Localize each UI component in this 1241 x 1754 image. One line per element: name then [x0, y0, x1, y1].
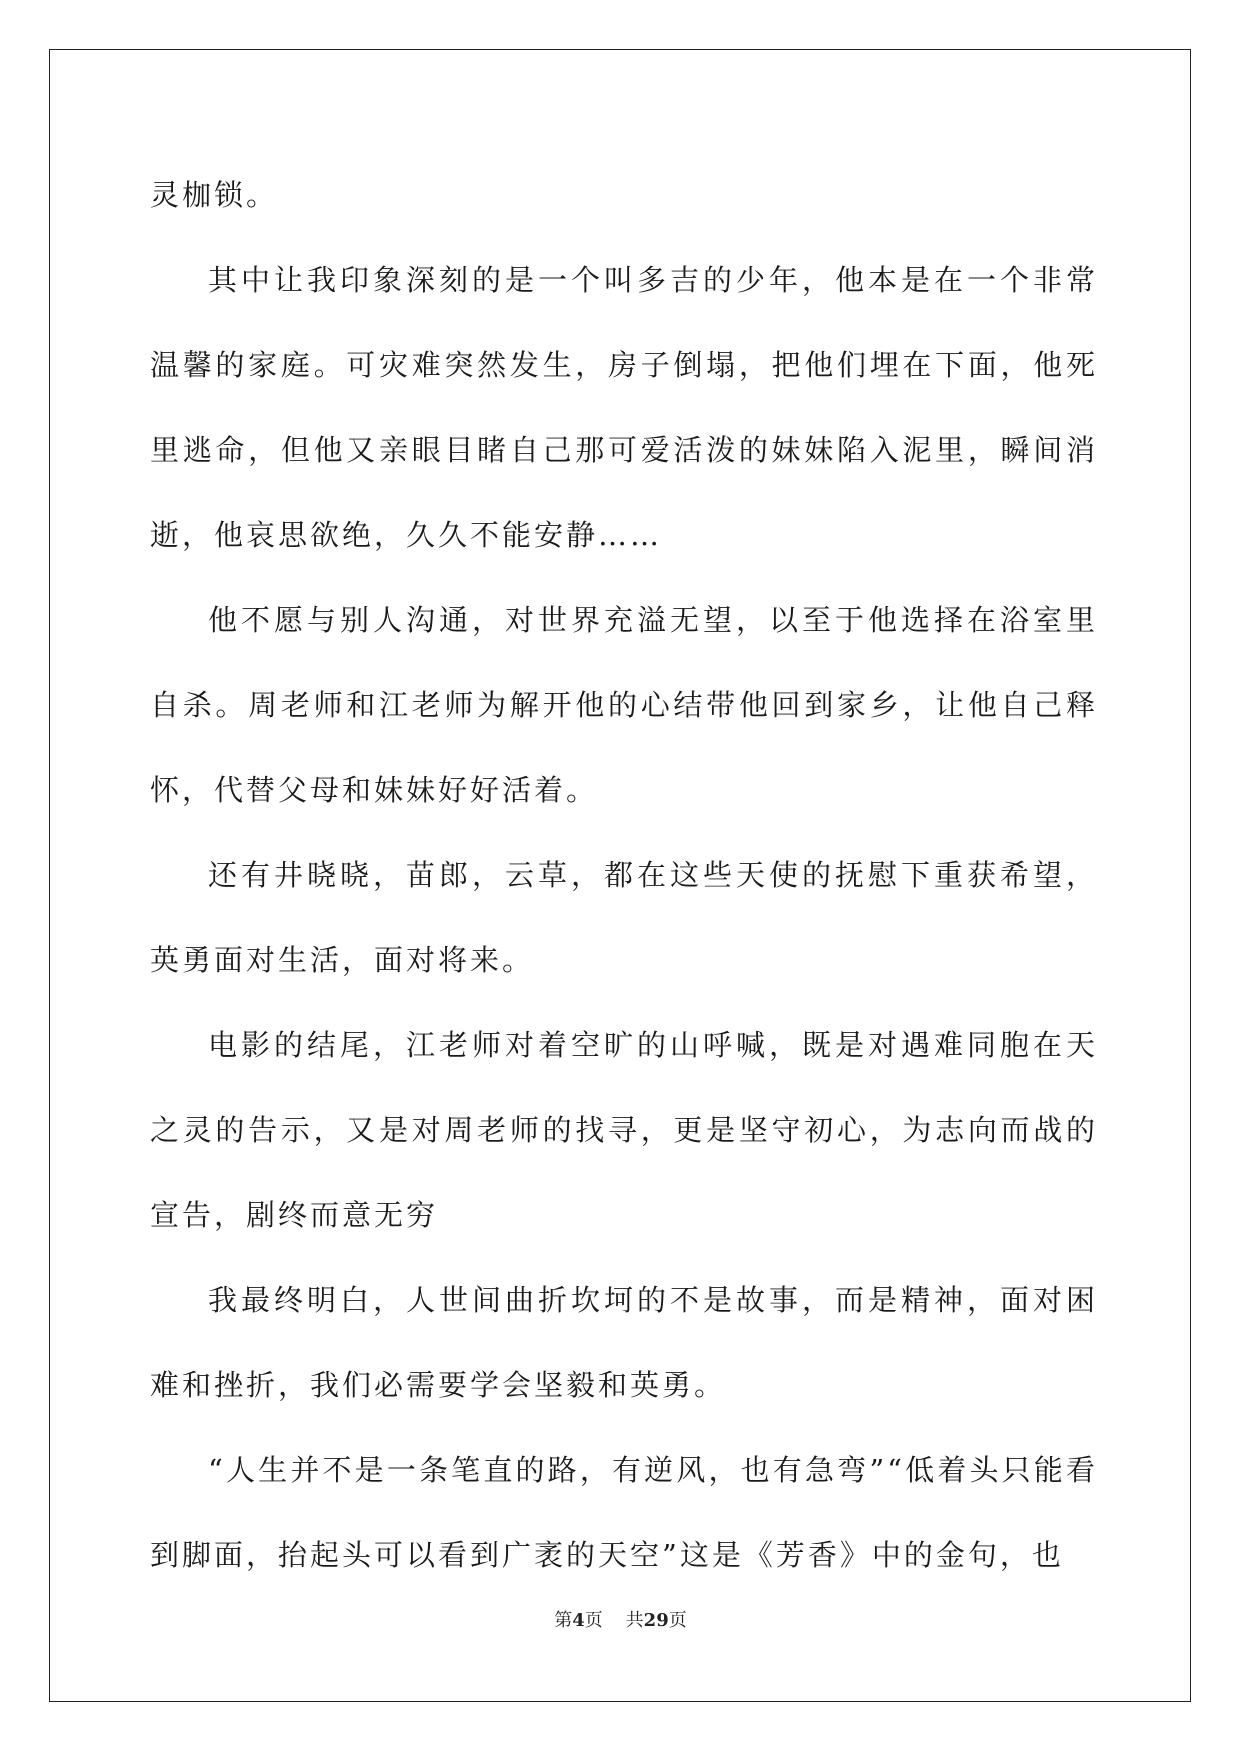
paragraph-continuation: 灵枷锁。	[150, 178, 279, 212]
paragraph: 我最终明白，人世间曲折坎坷的不是故事，而是精神，面对困难和挫折，我们必需要学会坚毅和英勇。	[150, 1283, 1098, 1402]
footer-prefix: 第	[554, 1610, 573, 1631]
paragraph: 其中让我印象深刻的是一个叫多吉的少年，他本是在一个非常温馨的家庭。可灾难突然发生，房子倒塌，把他们埋在下面，他死里逃命，但他又亲眼目睹自己那可爱活泼的妹妹陷入泥里，瞬间消逝，他哀思欲绝，久久不能安静……	[150, 263, 1098, 552]
current-page-number: 4	[572, 1610, 585, 1631]
paragraph: 他不愿与别人沟通，对世界充溢无望，以至于他选择在浴室里自杀。周老师和江老师为解开他的心结带他回到家乡，让他自己释怀，代替父母和妹妹好好活着。	[150, 603, 1098, 807]
footer-total-unit: 页	[668, 1610, 687, 1631]
total-page-count: 29	[643, 1610, 669, 1631]
paragraph: 还有井晓晓，苗郎，云草，都在这些天使的抚慰下重获希望，英勇面对生活，面对将来。	[150, 858, 1098, 977]
page-footer	[0, 1606, 1241, 1632]
paragraph: 电影的结尾，江老师对着空旷的山呼喊，既是对遇难同胞在天之灵的告示，又是对周老师的找寻，更是坚守初心，为志向而战的宣告，剧终而意无穷	[150, 1028, 1098, 1232]
document-body	[150, 153, 1098, 1598]
footer-total-prefix: 共	[625, 1610, 644, 1631]
paragraph: “人生并不是一条笔直的路，有逆风，也有急弯”“低着头只能看到脚面，抬起头可以看到广袤的天空”这是《芳香》中的金句，也	[150, 1453, 1098, 1572]
footer-page-unit: 页	[584, 1610, 603, 1631]
